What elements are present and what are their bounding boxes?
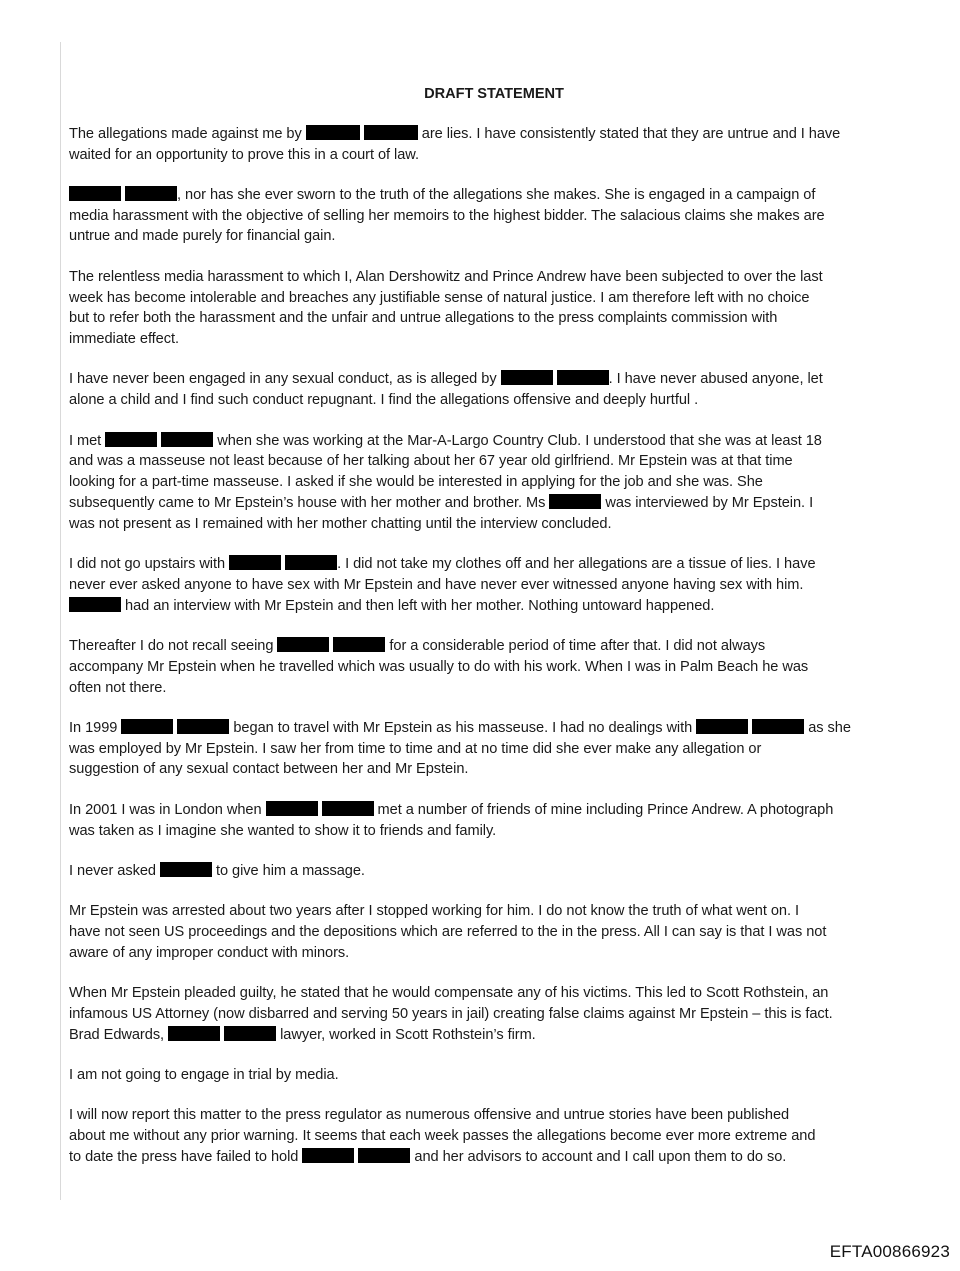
redaction-box bbox=[557, 370, 609, 385]
text-line: When Mr Epstein pleaded guilty, he stated that he would compensate any of his victims. This led to Scott Rothstein, an bbox=[69, 985, 829, 1001]
redaction-box bbox=[177, 719, 229, 734]
paragraph bbox=[69, 267, 919, 350]
redaction-box bbox=[364, 125, 418, 140]
text-line: In 2001 I was in London when met a number of friends of mine including Prince Andrew. A photograph bbox=[69, 801, 834, 818]
text-line: to date the press have failed to hold and her advisors to account and I call upon them to do so. bbox=[69, 1148, 787, 1165]
text-line: had an interview with Mr Epstein and then left with her mother. Nothing untoward happened. bbox=[69, 596, 919, 617]
paragraph bbox=[69, 369, 919, 411]
paragraph bbox=[69, 718, 919, 780]
redaction-box bbox=[161, 432, 213, 447]
text-line: Mr Epstein was arrested about two years after I stopped working for him. I do not know the truth of what went on. I bbox=[69, 903, 799, 920]
text-line: never ever asked anyone to have sex with Mr Epstein and have never ever witnessed anyone having sex with him. bbox=[69, 576, 804, 593]
redaction-box bbox=[285, 555, 337, 570]
text-line: looking for a part-time masseuse. I asked if she would be interested in applying for the job and she was. She bbox=[69, 474, 763, 491]
redaction-box bbox=[69, 186, 121, 201]
text-line: untrue and made purely for financial gain. bbox=[69, 228, 336, 245]
text-line: The allegations made against me by are lies. I have consistently stated that they are untrue and I have bbox=[69, 125, 841, 142]
redaction-box bbox=[168, 1026, 220, 1041]
text-line: Brad Edwards, lawyer, worked in Scott Rothstein’s firm. bbox=[69, 1026, 536, 1043]
redaction-box bbox=[229, 555, 281, 570]
text-line: media harassment with the objective of selling her memoirs to the highest bidder. The salacious claims she makes are bbox=[69, 207, 825, 224]
text-line: The relentless media harassment to which I, Alan Dershowitz and Prince Andrew have been subjected to over the last bbox=[69, 268, 823, 285]
text-line: Thereafter I do not recall seeing for a considerable period of time after that. I did not always bbox=[69, 637, 766, 654]
text-line: was not present as I remained with her mother chatting until the interview concluded. bbox=[69, 515, 612, 532]
text-line: , nor has she ever sworn to the truth of the allegations she makes. She is engaged in a campaign of bbox=[69, 185, 919, 206]
page-margin-line bbox=[60, 42, 61, 1200]
text-line: I am not going to engage in trial by media. bbox=[69, 1066, 339, 1083]
text-line: I will now report this matter to the press regulator as numerous offensive and untrue stories have been published bbox=[69, 1107, 790, 1124]
paragraph bbox=[69, 636, 919, 698]
text-line: subsequently came to Mr Epstein’s house with her mother and brother. Ms was interviewed by Mr Epstein. I bbox=[69, 494, 814, 511]
text-line: but to refer both the harassment and the unfair and untrue allegations to the press complaints commission with bbox=[69, 310, 778, 327]
redaction-box bbox=[121, 719, 173, 734]
paragraph bbox=[69, 554, 919, 616]
text-line: often not there. bbox=[69, 679, 167, 696]
text-line: suggestion of any sexual contact between her and Mr Epstein. bbox=[69, 761, 469, 778]
paragraph bbox=[69, 983, 919, 1045]
text-line: aware of any improper conduct with minors. bbox=[69, 944, 350, 961]
paragraph bbox=[69, 1065, 919, 1086]
text-line: week has become intolerable and breaches any justifiable sense of natural justice. I am therefore left with no choice bbox=[69, 289, 810, 306]
redaction-box bbox=[696, 719, 748, 734]
redaction-box bbox=[322, 801, 374, 816]
paragraph bbox=[69, 1105, 919, 1167]
text-line: was taken as I imagine she wanted to show it to friends and family. bbox=[69, 822, 497, 839]
text-line: I never asked to give him a massage. bbox=[69, 862, 365, 879]
text-line: I did not go upstairs with . I did not take my clothes off and her allegations are a tissue of lies. I have bbox=[69, 556, 816, 573]
text-line: alone a child and I find such conduct repugnant. I find the allegations offensive and deeply hurtful . bbox=[69, 392, 699, 409]
redaction-box bbox=[333, 637, 385, 652]
redaction-box bbox=[549, 494, 601, 509]
text-line: I met when she was working at the Mar-A-Largo Country Club. I understood that she was at least 18 bbox=[69, 432, 822, 449]
redaction-box bbox=[266, 801, 318, 816]
text-line: immediate effect. bbox=[69, 331, 180, 348]
paragraph bbox=[69, 124, 919, 166]
text-line: In 1999 began to travel with Mr Epstein as his masseuse. I had no dealings with as she bbox=[69, 719, 851, 736]
redaction-box bbox=[306, 125, 360, 140]
redaction-box bbox=[160, 862, 212, 877]
redaction-box bbox=[358, 1148, 410, 1163]
text-line: about me without any prior warning. It seems that each week passes the allegations become ever more extreme and bbox=[69, 1127, 816, 1144]
document-title: DRAFT STATEMENT bbox=[424, 86, 564, 102]
redaction-box bbox=[501, 370, 553, 385]
redaction-box bbox=[277, 637, 329, 652]
paragraph bbox=[69, 431, 919, 535]
document-page bbox=[69, 84, 919, 1187]
paragraph bbox=[69, 800, 919, 842]
redaction-box bbox=[125, 186, 177, 201]
redaction-box bbox=[69, 597, 121, 612]
redaction-box bbox=[224, 1026, 276, 1041]
paragraph bbox=[69, 901, 919, 963]
document-id-stamp: EFTA00866923 bbox=[829, 1242, 950, 1261]
text-line: have not seen US proceedings and the depositions which are referred to the in the press. All I can say is that I was not bbox=[69, 923, 827, 940]
text-line: waited for an opportunity to prove this in a court of law. bbox=[69, 146, 419, 163]
text-line: I have never been engaged in any sexual conduct, as is alleged by . I have never abused anyone, let bbox=[69, 371, 823, 388]
paragraph bbox=[69, 185, 919, 247]
text-line: was employed by Mr Epstein. I saw her from time to time and at no time did she ever make any allegation or bbox=[69, 740, 762, 757]
redaction-box bbox=[105, 432, 157, 447]
paragraph bbox=[69, 861, 919, 882]
text-line: accompany Mr Epstein when he travelled which was usually to do with his work. When I was in Palm Beach he was bbox=[69, 658, 809, 675]
text-line: and was a masseuse not least because of her talking about her 67 year old girlfriend. Mr Epstein was at that time bbox=[69, 453, 793, 470]
redaction-box bbox=[302, 1148, 354, 1163]
redaction-box bbox=[752, 719, 804, 734]
text-line: infamous US Attorney (now disbarred and serving 50 years in jail) creating false claims against Mr Epstein – this is fact. bbox=[69, 1005, 833, 1022]
